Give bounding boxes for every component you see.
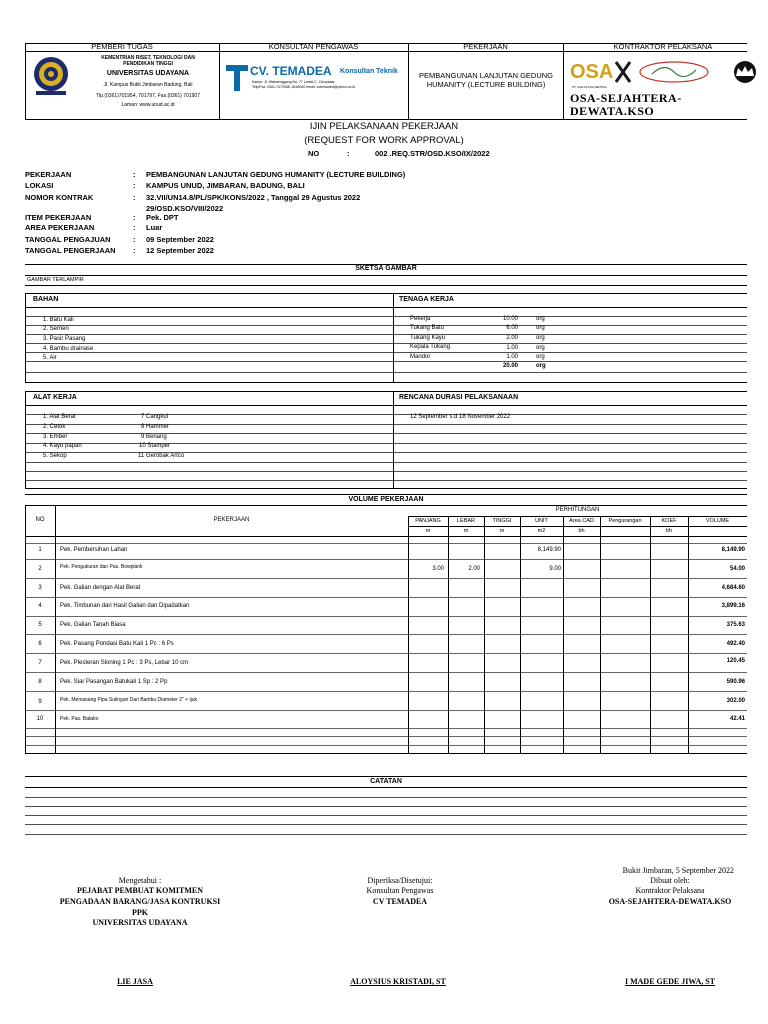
sign-role: PPK xyxy=(132,908,148,917)
alat-title: ALAT KERJA xyxy=(33,394,77,401)
sign-caption: Dibuat oleh: xyxy=(650,876,690,885)
col-header: LEBAR xyxy=(456,518,476,524)
info-colon: : xyxy=(133,213,136,222)
row-no: 4 xyxy=(38,603,42,609)
info-value: 09 September 2022 xyxy=(146,235,214,244)
page-title: IJIN PELAKSANAAN PEKERJAAN xyxy=(309,121,459,132)
consultant-name: CV. TEMADEA xyxy=(250,64,332,78)
info-value: KAMPUS UNUD, JIMBARAN, BADUNG, BALI xyxy=(146,181,305,190)
doc-number-label: NO xyxy=(308,149,320,158)
col-header: NO xyxy=(35,517,45,523)
tenaga-qty: 10.00 xyxy=(502,316,518,322)
row-volume: 492.40 xyxy=(726,641,745,647)
row-volume: 42.41 xyxy=(729,716,745,722)
row-no: 2 xyxy=(38,566,42,572)
tenaga-unit: org xyxy=(536,354,545,360)
info-colon: : xyxy=(133,223,136,232)
alat-item: 10 Stamper xyxy=(139,443,171,449)
university-name: UNIVERSITAS UDAYANA xyxy=(106,70,190,77)
osa-small-text: PT. OSA ULTRA SENTRA xyxy=(572,85,607,89)
place-date: Bukit Jimbaran, 5 September 2022 xyxy=(622,866,734,875)
row-volume: 302.00 xyxy=(726,698,745,704)
info-label: PEKERJAAN xyxy=(25,170,72,179)
col-header: Area CAD xyxy=(569,518,594,524)
partner-logo xyxy=(638,60,710,84)
row-name: Pek. Siar Pasangan Batukali 1 Sp : 2 Pp xyxy=(60,679,168,685)
col-header: UNIT xyxy=(535,518,548,524)
header-col3-title: PEKERJAAN xyxy=(463,42,508,51)
info-value: Pek. DPT xyxy=(146,213,179,222)
row-name: Pek. Pas. Batako xyxy=(60,716,99,722)
header-col1-title: PEMBERI TUGAS xyxy=(91,42,153,51)
row-no: 9 xyxy=(38,699,42,705)
tenaga-name: Tukang Kayu xyxy=(410,335,446,341)
row-name: Pek. Galian Tanah Biasa xyxy=(60,622,126,628)
row-volume: 590.96 xyxy=(726,679,745,685)
alat-item: 1. Alat Berat xyxy=(43,414,76,420)
info-label: ITEM PEKERJAAN xyxy=(25,213,92,222)
row-no: 7 xyxy=(38,660,42,666)
tenaga-unit: org xyxy=(536,335,545,341)
crown-logo xyxy=(730,60,760,84)
tenaga-name: Tukang Batu xyxy=(410,325,444,331)
sketch-title: SKETSA GAMBAR xyxy=(355,265,417,272)
tenaga-name: Pekerja xyxy=(410,316,431,322)
row-no: 8 xyxy=(38,679,42,685)
sign-name: LIE JASA xyxy=(117,977,153,986)
row-volume: 54.00 xyxy=(729,566,745,572)
row-name: Pek. Pengukuran dan Pas. Bowplank xyxy=(60,564,143,570)
bahan-title: BAHAN xyxy=(33,296,59,303)
project-name: PEMBANGUNAN LANJUTAN GEDUNG HUMANITY (LECTURE BUILDING) xyxy=(418,71,554,89)
perhitungan-title: PERHITUNGAN xyxy=(555,507,600,513)
row-name: Pek. Memasang Pipa Sulingan Dari Bambu Diameter 2" + ijuk xyxy=(60,697,197,703)
sign-role: OSA-SEJAHTERA-DEWATA.KSO xyxy=(608,897,732,906)
university-website: Laman: www.unud.ac.id xyxy=(121,102,175,108)
col-header: PEKERJAAN xyxy=(213,517,250,523)
row-unit: 9.00 xyxy=(549,566,561,572)
osa-logo xyxy=(570,58,632,86)
volume-title: VOLUME PEKERJAAN xyxy=(348,496,424,503)
sign-role: UNIVERSITAS UDAYANA xyxy=(92,918,188,927)
alat-item: 7 Cangkul xyxy=(141,414,169,420)
row-volume: 4,684.60 xyxy=(721,585,745,591)
header-col4-title: KONTRAKTOR PELAKSANA xyxy=(613,42,713,51)
info-label: TANGGAL PENGAJUAN xyxy=(25,235,111,244)
bahan-item: 5. Air xyxy=(43,355,57,361)
info-colon: : xyxy=(133,235,136,244)
row-volume: 120.45 xyxy=(726,658,745,664)
tenaga-qty: 1.00 xyxy=(506,354,518,360)
row-no: 10 xyxy=(36,716,44,722)
alat-item: 4. Kayu papan xyxy=(43,443,82,449)
col-unit: m xyxy=(499,528,505,534)
sign-role: Konsultan Pengawas xyxy=(366,886,434,895)
row-no: 6 xyxy=(38,641,42,647)
row-panjang: 3.00 xyxy=(432,566,444,572)
row-volume: 375.63 xyxy=(726,622,745,628)
tenaga-title: TENAGA KERJA xyxy=(399,296,454,303)
row-name: Pek. Plesteran Sloning 1 Pc : 3 Ps, Lebar 10 cm xyxy=(60,660,189,666)
alat-item: 11 Gerobak Artco xyxy=(138,453,185,459)
sign-name: ALOYSIUS KRISTADI, ST xyxy=(350,977,446,986)
row-no: 1 xyxy=(38,547,42,553)
tenaga-qty: 1.00 xyxy=(506,345,518,351)
consultant-address: Kantor: Jl. Waturenggong No. 77 Lantai 2 - Denpasar xyxy=(252,80,335,84)
bahan-item: 1. Batu Kali xyxy=(43,317,74,323)
col-header: Pengurangan xyxy=(608,518,642,524)
tenaga-total: 20.00 xyxy=(502,363,518,369)
alat-item: 5. Sekop xyxy=(43,453,67,459)
catatan-title: CATATAN xyxy=(370,778,402,785)
sign-role: PEJABAT PEMBUAT KOMITMEN xyxy=(76,886,204,895)
sign-name: I MADE GEDE JIWA, ST xyxy=(624,977,715,986)
bahan-item: 4. Bambu drainase xyxy=(43,346,94,352)
info-colon: : xyxy=(133,246,136,255)
row-unit: 8,149.90 xyxy=(537,547,561,553)
row-volume: 8,149.90 xyxy=(721,547,745,553)
bahan-item: 3. Pasir Pasang xyxy=(43,336,86,342)
doc-number-colon: : xyxy=(347,149,350,158)
page-subtitle: (REQUEST FOR WORK APPROVAL) xyxy=(304,135,464,146)
bahan-item: 2. Semen xyxy=(43,326,69,332)
row-name: Pek. Timbunan dari Hasil Galian dan Dipadatkan xyxy=(60,603,190,609)
col-unit: m2 xyxy=(537,528,546,534)
tenaga-name: Kepala Tukang xyxy=(410,344,451,350)
university-address: Jl. Kampus Bukit Jimbaran Badung, Bali xyxy=(103,82,193,88)
col-unit: m xyxy=(463,528,469,534)
col-header: TINGGI xyxy=(492,518,512,524)
sign-role: CV TEMADEA xyxy=(372,897,428,906)
sign-caption: Mengetahui : xyxy=(118,876,162,885)
info-value: 12 September 2022 xyxy=(146,246,214,255)
alat-item: 3. Ember xyxy=(43,434,68,440)
sign-caption: Diperiksa/Disetujui: xyxy=(367,876,433,885)
col-unit: bh xyxy=(665,528,673,534)
info-colon: : xyxy=(133,170,136,179)
col-header: PANJANG xyxy=(415,518,441,524)
col-unit: m xyxy=(425,528,431,534)
sketch-note: GAMBAR TERLAMPIR xyxy=(27,277,84,283)
consultant-sub: Konsultan Teknik xyxy=(340,68,398,75)
info-colon: : xyxy=(133,193,136,202)
ministry-name: KEMENTRIAN RISET, TEKNOLOGI DAN PENDIDIKAN TINGGI xyxy=(101,55,195,67)
tenaga-qty: 6.00 xyxy=(506,325,518,331)
info-label: LOKASI xyxy=(25,181,54,190)
consultant-contact: Telp/Fax: 0361-7470068, 8418040 email: cvtemadea@yahoo.co.id xyxy=(252,85,356,89)
info-label: NOMOR KONTRAK xyxy=(25,193,94,202)
col-unit: bh xyxy=(578,528,585,534)
alat-item: 2. Cetok xyxy=(43,424,66,430)
svg-text:OSA: OSA xyxy=(570,61,614,83)
contractor-name-logo: OSA-SEJAHTERA-DEWATA.KSO xyxy=(570,91,682,118)
sign-caption: Kontraktor Pelaksana xyxy=(635,886,705,895)
tenaga-qty: 2.00 xyxy=(506,335,518,341)
header-col2-title: KONSULTAN PENGAWAS xyxy=(268,42,359,51)
info-value: PEMBANGUNAN LANJUTAN GEDUNG HUMANITY (LECTURE BUILDING) xyxy=(146,170,406,179)
row-name: Pek. Pembersihan Lahan xyxy=(60,547,128,553)
info-colon: : xyxy=(133,181,136,190)
temadea-logo-icon xyxy=(226,65,248,91)
tenaga-unit: org xyxy=(536,325,545,331)
row-no: 3 xyxy=(38,585,42,591)
row-lebar: 2.00 xyxy=(468,566,480,572)
durasi-value: 12 September s.d 18 November 2022 xyxy=(410,414,511,420)
row-name: Pek. Pasang Pondasi Batu Kali 1 Pc : 6 Ps xyxy=(60,641,174,647)
durasi-title: RENCANA DURASI PELAKSANAAN xyxy=(399,394,519,401)
info-label: TANGGAL PENGERJAAN xyxy=(25,246,116,255)
col-header: KOEF xyxy=(661,518,677,524)
info-value: 29/OSD.KSO/VIII/2022 xyxy=(146,204,224,213)
tenaga-unit: org xyxy=(536,345,545,351)
info-label: AREA PEKERJAAN xyxy=(25,223,95,232)
row-name: Pek. Galian dengan Alat Berat xyxy=(60,585,141,591)
university-logo xyxy=(32,56,70,96)
university-phone: Tlp.(0361)701954, 701797, Fax.(0361) 701907 xyxy=(96,93,200,99)
tenaga-total-unit: org xyxy=(536,363,546,369)
col-header: VOLUME xyxy=(705,518,730,524)
alat-item: 9 Benang xyxy=(141,434,167,440)
row-volume: 3,899.16 xyxy=(721,603,745,609)
doc-number: 002 .REQ.STR/OSD.KSO/IX/2022 xyxy=(375,149,490,158)
info-value: 32.VII/UN14.8/PL/SPK/KONS/2022 , Tanggal 29 Agustus 2022 xyxy=(146,193,361,202)
info-value: Luar xyxy=(146,223,163,232)
alat-item: 8 Hammer xyxy=(141,424,170,430)
tenaga-unit: org xyxy=(536,316,545,322)
row-no: 5 xyxy=(38,622,42,628)
tenaga-name: Mandor xyxy=(410,354,431,360)
sign-role: PENGADAAN BARANG/JASA KONTRUKSI xyxy=(59,897,221,906)
